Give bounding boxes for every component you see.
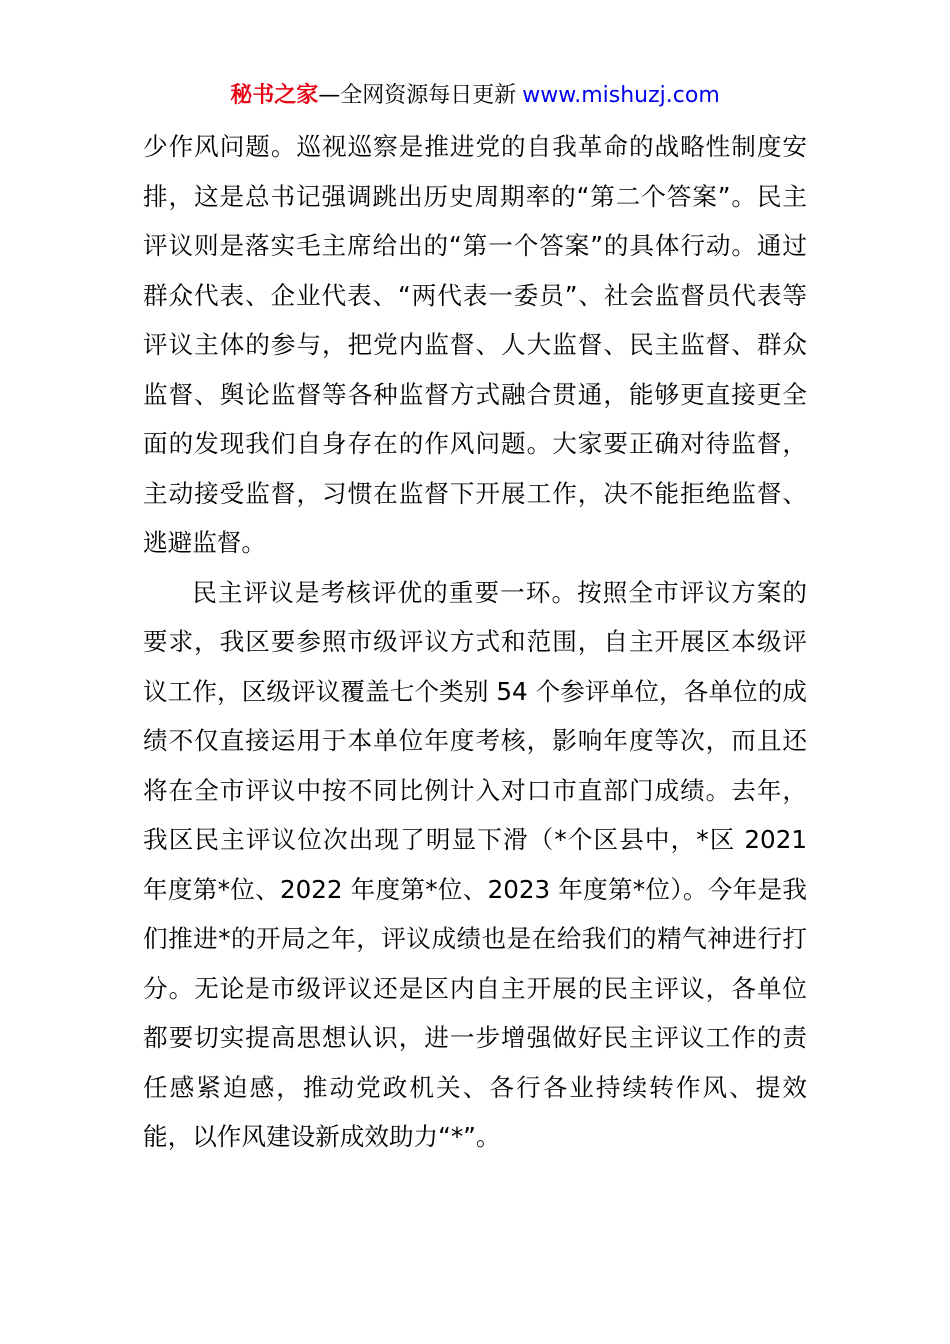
paragraph-1: 少作风问题。巡视巡察是推进党的自我革命的战略性制度安排，这是总书记强调跳出历史周期率的“第二个答案”。民主评议则是落实毛主席给出的“第一个答案”的具体行动。通过群众代表、企业代表、“两代表一委员”、社会监督员代表等评议主体的参与，把党内监督、人大监督、民主监督、群众监督、舆论监督等各种监督方式融合贯通，能够更直接更全面的发现我们自身存在的作风问题。大家要正确对待监督，主动接受监督，习惯在监督下开展工作，决不能拒绝监督、逃避监督。 — [143, 132, 807, 557]
site-url-link[interactable]: www.mishuzj.com — [522, 83, 720, 108]
page-header — [0, 80, 950, 112]
paragraph-2: 民主评议是考核评优的重要一环。按照全市评议方案的要求，我区要参照市级评议方式和范围，自主开展区本级评议工作，区级评议覆盖七个类别 54 个参评单位，各单位的成绩不仅直接运用于本单位年度考核，影响年度等次，而且还将在全市评议中按不同比例计入对口市直部门成绩。去年，我区民主评议位次出现了明显下滑（*个区县中，*区 2021 年度第*位、2022 年度第*位、2023 年度第*位）。今年是我们推进*的开局之年，评议成绩也是在给我们的精气神进行打分。无论是市级评议还是区内自主开展的民主评议，各单位都要切实提高思想认识，进一步增强做好民主评议工作的责任感紧迫感，推动党政机关、各行各业持续转作风、提效能，以作风建设新成效助力“*”。 — [143, 577, 807, 1151]
brand-name: 秘书之家 — [230, 83, 319, 108]
header-tagline: —全网资源每日更新 — [318, 83, 517, 108]
document-body — [143, 122, 807, 1162]
